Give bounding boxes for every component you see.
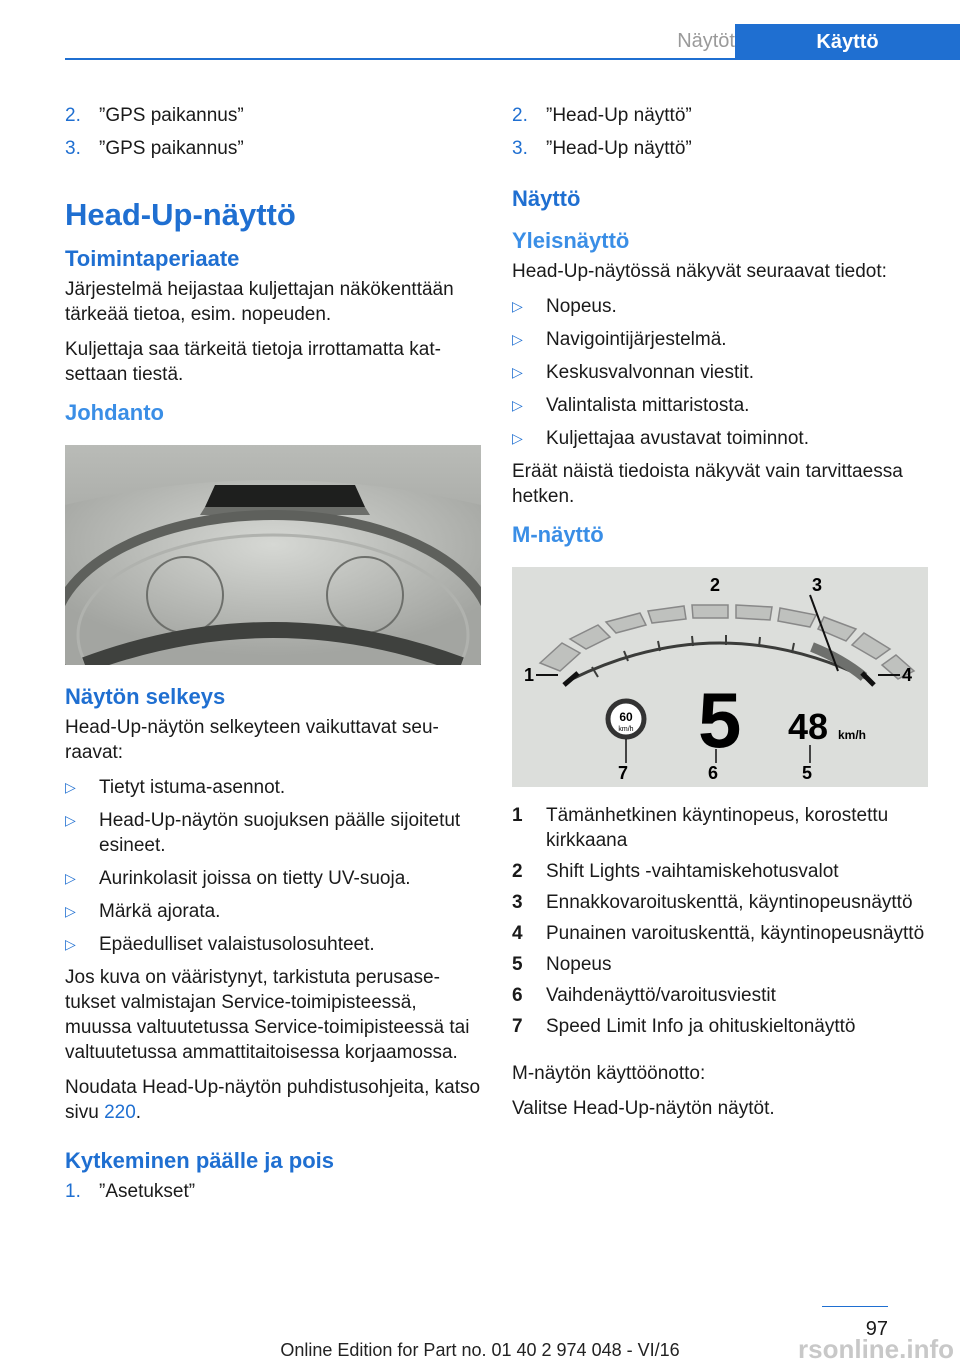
list-number: 2. <box>512 105 528 126</box>
speed-limit-sign <box>608 701 644 737</box>
tab-kaytto[interactable]: Käyttö <box>735 24 960 60</box>
paragraph: Head-Up-näytön selkeyteen vaikuttavat seuraavat: <box>65 717 439 763</box>
triangle-right-outline-icon: ▷ <box>65 936 76 952</box>
list-item <box>65 136 481 161</box>
callout-1: 1 <box>524 665 535 685</box>
dashboard-photo <box>65 445 481 665</box>
bullet-item <box>65 866 481 891</box>
svg-text:60: 60 <box>619 710 633 724</box>
callout-6: 6 <box>708 763 719 783</box>
triangle-right-outline-icon: ▷ <box>65 779 76 795</box>
list-text: ”Head-Up näyttö” <box>546 105 692 126</box>
callout-3: 3 <box>812 575 823 595</box>
speed-readout: 48 <box>788 706 829 747</box>
speed-unit: km/h <box>838 728 867 742</box>
list-number: 1. <box>65 1181 81 1202</box>
bullet-text: Head-Up-näytön suojuksen päälle sijoitetut esineet. <box>99 810 461 856</box>
section-heading-naytto: Näyttö <box>512 186 581 211</box>
svg-text:km/h: km/h <box>618 726 634 733</box>
page-link[interactable]: 220 <box>104 1102 136 1123</box>
triangle-right-outline-icon: ▷ <box>512 364 523 380</box>
page-header <box>65 24 960 60</box>
bullet-text: Valintalista mittaristosta. <box>546 395 750 416</box>
section-heading-kytkeminen: Kytkeminen päälle ja pois <box>65 1148 334 1173</box>
bullet-text: Aurinkolasit joissa on tietty UV-suoja. <box>99 868 411 889</box>
m-display-figure <box>512 567 928 787</box>
bullet-text: Tietyt istuma-asennot. <box>99 777 286 798</box>
watermark: rsonline.info <box>798 1334 954 1364</box>
list-text: ”GPS paikannus” <box>99 105 244 126</box>
legend-row: 3 Ennakkovaroituskenttä, käyntinopeusnäyttö <box>512 892 913 913</box>
list-item <box>65 1179 481 1204</box>
legend-row: 4 Punainen varoituskenttä, käyntinopeusnäyttö <box>512 923 925 944</box>
section-heading-mnaytto: M-näyttö <box>512 522 604 547</box>
page-title: Head-Up-näyttö <box>65 197 296 232</box>
bullet-item <box>65 899 481 924</box>
bullet-item <box>512 360 928 385</box>
list-text: ”Head-Up näyttö” <box>546 138 692 159</box>
gear-indicator: 5 <box>698 676 742 764</box>
list-item <box>512 103 928 128</box>
page-number: 97 <box>865 1318 888 1340</box>
list-text: ”GPS paikannus” <box>99 138 244 159</box>
section-heading-toimintaperiaate: Toimintaperiaate <box>65 246 240 271</box>
paragraph: Eräät näistä tiedoista näkyvät vain tarvittaessa hetken. <box>512 461 903 507</box>
triangle-right-outline-icon: ▷ <box>65 903 76 919</box>
legend-row: 6 Vaihdenäyttö/varoitusviestit <box>512 985 776 1006</box>
section-heading-naytonselkeys: Näytön selkeys <box>65 684 226 709</box>
right-column <box>512 103 928 1131</box>
bullet-item <box>65 808 481 858</box>
paragraph: Head-Up-näytössä näkyvät seuraavat tiedot: <box>512 261 887 282</box>
paragraph: Valitse Head-Up-näytön näytöt. <box>512 1098 775 1119</box>
paragraph: M-näytön käyttöönotto: <box>512 1063 706 1084</box>
list-number: 3. <box>512 138 528 159</box>
legend-row: 7 Speed Limit Info ja ohituskieltonäyttö <box>512 1016 856 1037</box>
bullet-text: Märkä ajorata. <box>99 901 221 922</box>
left-column <box>65 103 481 1212</box>
callout-4: 4 <box>902 665 913 685</box>
bullet-text: Navigointijärjestelmä. <box>546 329 727 350</box>
callout-5: 5 <box>802 763 813 783</box>
triangle-right-outline-icon: ▷ <box>65 812 76 828</box>
bullet-item <box>512 393 928 418</box>
list-number: 3. <box>65 138 81 159</box>
callout-7: 7 <box>618 763 629 783</box>
triangle-right-outline-icon: ▷ <box>512 331 523 347</box>
triangle-right-outline-icon: ▷ <box>512 298 523 314</box>
triangle-right-outline-icon: ▷ <box>65 870 76 886</box>
section-heading-johdanto: Johdanto <box>65 400 164 425</box>
bullet-item <box>512 294 928 319</box>
paragraph: Noudata Head-Up-näytön puhdistusohjeita, katso sivu 220. <box>65 1077 481 1123</box>
bullet-text: Epäedulliset valaistusolosuhteet. <box>99 934 375 955</box>
bullet-text: Keskusvalvonnan viestit. <box>546 362 755 383</box>
bullet-item <box>512 327 928 352</box>
legend-row: 1 Tämänhetkinen käyntinopeus, korostettu kirkkaana <box>512 805 889 851</box>
paragraph: Kuljettaja saa tärkeitä tietoja irrottamatta katsettaan tiestä. <box>65 339 441 385</box>
legend-row: 2 Shift Lights -vaihtamiskehotusvalot <box>512 861 839 882</box>
callout-2: 2 <box>710 575 721 595</box>
edition-footer: Online Edition for Part no. 01 40 2 974 048 - VI/16 <box>280 1340 680 1360</box>
section-heading-yleisnaytto: Yleisnäyttö <box>512 228 630 253</box>
bullet-text: Nopeus. <box>546 296 617 317</box>
paragraph: Jos kuva on vääristynyt, tarkistuta perusasetukset valmistajan Service-toimipisteessä, muussa valtuutetussa Service-toimipisteessä tai valtuutetussa ammattitaitoisessa korjaamossa. <box>65 967 470 1063</box>
list-item <box>512 136 928 161</box>
triangle-right-outline-icon: ▷ <box>512 430 523 446</box>
list-item <box>65 103 481 128</box>
page-number-rule <box>822 1306 888 1307</box>
bullet-item <box>512 426 928 451</box>
legend-row: 5 Nopeus <box>512 954 612 975</box>
triangle-right-outline-icon: ▷ <box>512 397 523 413</box>
tab-naytot[interactable]: Näytöt <box>677 30 735 52</box>
bullet-item <box>65 775 481 800</box>
paragraph: Järjestelmä heijastaa kuljettajan näkökenttään tärkeää tietoa, esim. nopeuden. <box>65 279 454 325</box>
list-text: ”Asetukset” <box>99 1181 196 1202</box>
bullet-item <box>65 932 481 957</box>
bullet-text: Kuljettajaa avustavat toiminnot. <box>546 428 809 449</box>
list-number: 2. <box>65 105 81 126</box>
header-rule <box>65 58 960 60</box>
